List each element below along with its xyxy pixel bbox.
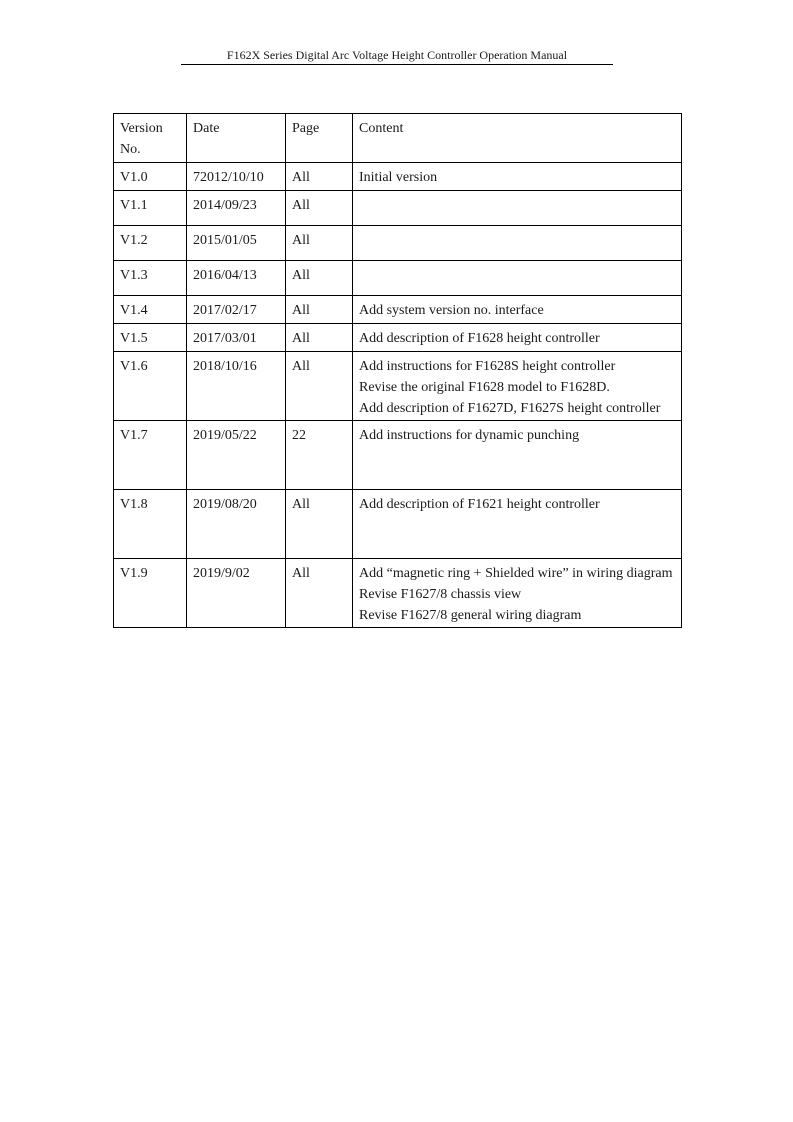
cell-content bbox=[353, 324, 682, 352]
cell-date: 2015/01/05 bbox=[187, 226, 286, 261]
table-row bbox=[114, 421, 682, 490]
cell-version: V1.5 bbox=[114, 324, 187, 352]
cell-content bbox=[353, 261, 682, 296]
cell-page: 22 bbox=[286, 421, 353, 490]
table-row bbox=[114, 296, 682, 324]
cell-date: 2016/04/13 bbox=[187, 261, 286, 296]
table-row bbox=[114, 559, 682, 628]
column-header-version-line: Version bbox=[120, 121, 163, 136]
cell-version: V1.8 bbox=[114, 490, 187, 559]
table-body bbox=[114, 163, 682, 628]
cell-date: 2017/02/17 bbox=[187, 296, 286, 324]
table-header-row bbox=[114, 114, 682, 163]
content-line: Revise the original F1628 model to F1628D. bbox=[359, 380, 610, 395]
table-row bbox=[114, 352, 682, 421]
cell-date: 2019/05/22 bbox=[187, 421, 286, 490]
cell-page: All bbox=[286, 296, 353, 324]
table-row bbox=[114, 163, 682, 191]
cell-content bbox=[353, 226, 682, 261]
cell-page: All bbox=[286, 324, 353, 352]
cell-page: All bbox=[286, 559, 353, 628]
table-row bbox=[114, 261, 682, 296]
table-row bbox=[114, 324, 682, 352]
content-line: Add description of F1628 height controller bbox=[359, 331, 600, 346]
content-line: Add system version no. interface bbox=[359, 303, 544, 318]
cell-page: All bbox=[286, 226, 353, 261]
cell-version: V1.3 bbox=[114, 261, 187, 296]
cell-content bbox=[353, 352, 682, 421]
cell-content bbox=[353, 559, 682, 628]
content-line: Revise F1627/8 chassis view bbox=[359, 587, 522, 602]
cell-page: All bbox=[286, 163, 353, 191]
cell-date: 2019/9/02 bbox=[187, 559, 286, 628]
column-header-version bbox=[114, 114, 187, 163]
content-line: Add instructions for dynamic punching bbox=[359, 428, 580, 443]
table-row bbox=[114, 191, 682, 226]
table-row bbox=[114, 490, 682, 559]
cell-version: V1.6 bbox=[114, 352, 187, 421]
cell-page: All bbox=[286, 352, 353, 421]
content-line: Add description of F1621 height controller bbox=[359, 497, 600, 512]
revision-history-table bbox=[113, 113, 682, 628]
cell-date: 2019/08/20 bbox=[187, 490, 286, 559]
cell-date: 2014/09/23 bbox=[187, 191, 286, 226]
cell-version: V1.9 bbox=[114, 559, 187, 628]
content-line: Revise F1627/8 general wiring diagram bbox=[359, 608, 582, 623]
content-line: Add “magnetic ring + Shielded wire” in wiring diagram bbox=[359, 566, 673, 581]
cell-content bbox=[353, 490, 682, 559]
cell-page: All bbox=[286, 490, 353, 559]
cell-version: V1.0 bbox=[114, 163, 187, 191]
cell-version: V1.1 bbox=[114, 191, 187, 226]
cell-version: V1.7 bbox=[114, 421, 187, 490]
column-header-date: Date bbox=[187, 114, 286, 163]
table-row bbox=[114, 226, 682, 261]
content-line: Add instructions for F1628S height controller bbox=[359, 359, 616, 374]
content-line: Initial version bbox=[359, 170, 438, 185]
cell-version: V1.2 bbox=[114, 226, 187, 261]
cell-version: V1.4 bbox=[114, 296, 187, 324]
column-header-content: Content bbox=[353, 114, 682, 163]
content-line: Add description of F1627D, F1627S height controller bbox=[359, 401, 661, 416]
cell-date: 2017/03/01 bbox=[187, 324, 286, 352]
column-header-page: Page bbox=[286, 114, 353, 163]
cell-date: 72012/10/10 bbox=[187, 163, 286, 191]
cell-page: All bbox=[286, 191, 353, 226]
cell-content bbox=[353, 191, 682, 226]
cell-content bbox=[353, 296, 682, 324]
column-header-version-line: No. bbox=[120, 142, 141, 157]
page-header: F162X Series Digital Arc Voltage Height Controller Operation Manual bbox=[181, 47, 613, 65]
cell-content bbox=[353, 163, 682, 191]
cell-content bbox=[353, 421, 682, 490]
cell-date: 2018/10/16 bbox=[187, 352, 286, 421]
cell-page: All bbox=[286, 261, 353, 296]
